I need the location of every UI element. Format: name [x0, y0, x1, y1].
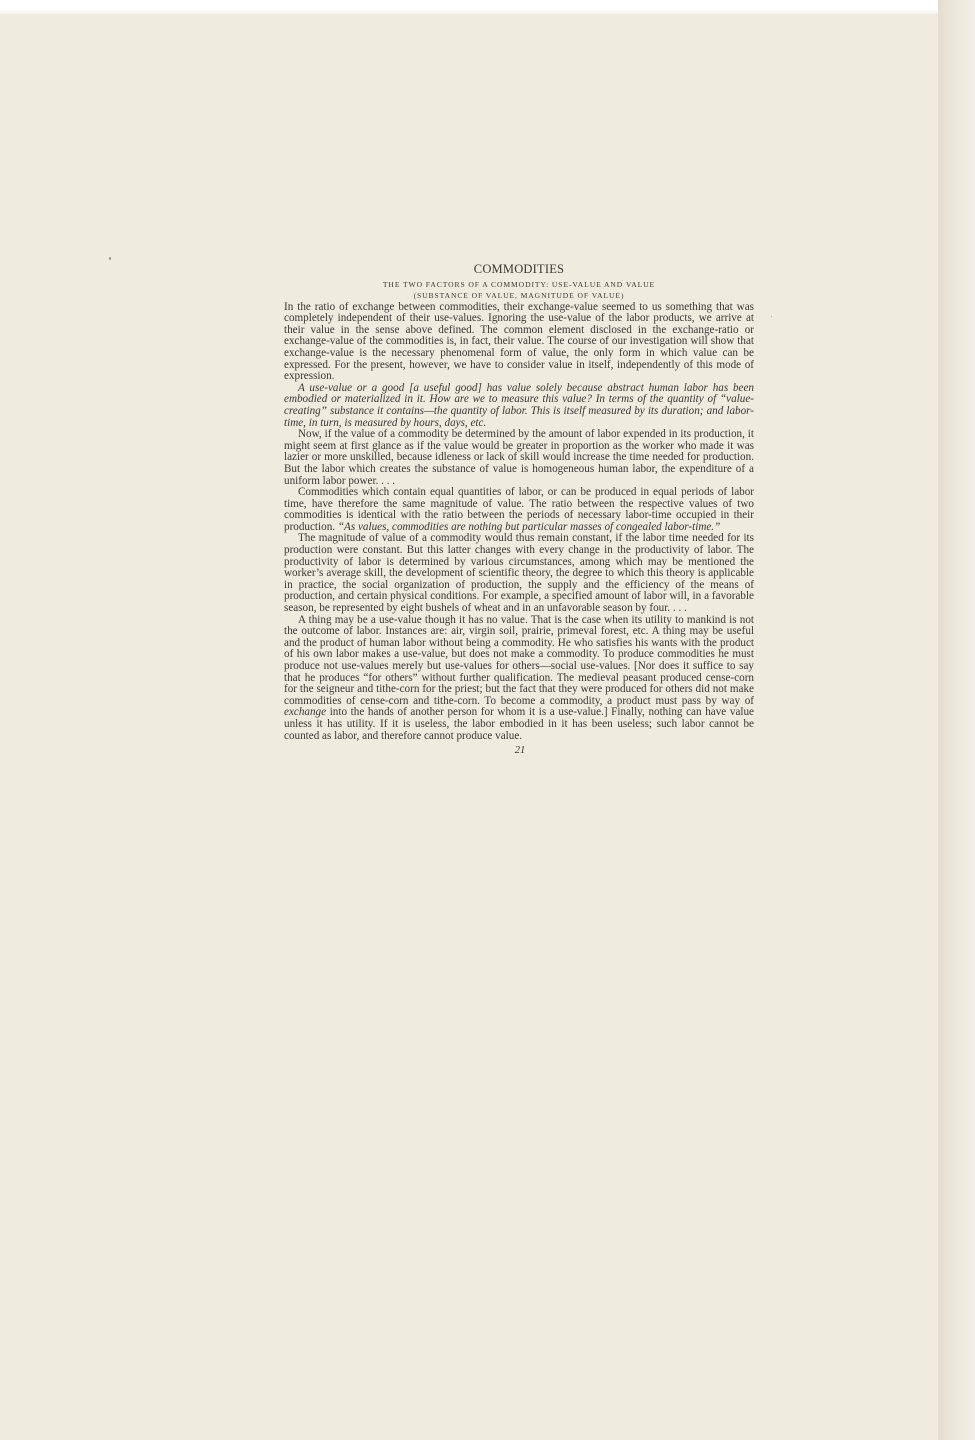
text-run: Commodities which contain equal quantities of labor, or can be produced in equal periods of labor time, have therefore the same magnitude of value. The ratio between the respective values of two commodities is identical with the ratio between the periods of necessary labor-time occupied in their production. — [284, 486, 754, 533]
italic-run: “As values, commodities are nothing but particular masses of congealed labor-time.” — [337, 520, 721, 533]
italic-run: exchange — [284, 706, 327, 719]
italic-run: A use-value or a good [a useful good] has value solely because abstract human labor has been embodied or materialized in it. How are we to measure this value? In terms of the quantity of “value-creating” substance it contains—the quantity of labor. This is itself measured by its duration; and labor-time, in turn, is measured by hours, days, etc. — [284, 381, 754, 429]
article-subtitle: THE TWO FACTORS OF A COMMODITY: USE-VALUE AND VALUE — [382, 279, 656, 289]
paragraph — [284, 302, 754, 383]
article-subtitle-sub: (SUBSTANCE OF VALUE, MAGNITUDE OF VALUE) — [413, 290, 625, 300]
paper-speck — [771, 316, 772, 317]
paragraph — [284, 429, 754, 487]
text-run: into the hands of another person for whom it is a use-value.] Finally, nothing can have value unless it has utility. If it is useless, the labor embodied in it has been useless; such labor cannot be counted as labor, and therefore cannot produce value. — [284, 706, 754, 742]
next-page-edge — [938, 0, 975, 1440]
article-block — [284, 264, 754, 757]
text-run: Now, if the value of a commodity be determined by the amount of labor expended in its production, it might seem at first glance as if the value would be greater in proportion as the worker who made it was lazier or more unskilled, because idleness or lack of skill would increase the time needed for production. But the labor which creates the substance of value is homogeneous human labor, the expenditure of a uniform labor power. . . . — [284, 428, 754, 487]
paper-speck — [109, 257, 111, 260]
text-run: The magnitude of value of a commodity would thus remain constant, if the labor time needed for its production were constant. But this latter changes with every change in the productivity of labor. The productivity of labor is determined by various circumstances, among which may be mentioned the worker’s average skill, the development of scientific theory, the degree to which this theory is applicable in practice, the social organization of production, the supply and the efficiency of the means of production, and certain physical conditions. For example, a specified amount of labor will, in a favorable season, be represented by eight bushels of wheat and in an unfavorable season by four. . . . — [284, 532, 754, 615]
paragraph — [284, 383, 754, 429]
paragraph — [284, 615, 754, 743]
page-number: 21 — [514, 745, 526, 757]
text-run: A thing may be a use-value though it has no value. That is the case when its utility to mankind is not the outcome of labor. Instances are: air, virgin soil, prairie, primeval forest, etc. A thing may be useful and the product of human labor without being a commodity. He who satisfies his wants with the product of his own labor makes a use-value, but does not make a commodity. To produce commodities he must produce not use-values merely but use-values for others—social use-values. [Nor does it suffice to say that he produces “for others” without further qualification. The medieval peasant produced cense-corn for the seigneur and tithe-corn for the priest; but the fact that they were produced for others did not make commodities of cense-corn and tithe-corn. To become a commodity, a product must pass by way of — [284, 613, 754, 707]
paragraph — [284, 487, 754, 533]
paragraph — [284, 533, 754, 614]
article-title: COMMODITIES — [473, 262, 565, 276]
text-run: In the ratio of exchange between commodities, their exchange-value seemed to us something that was completely independent of their use-values. Ignoring the use-value of the labor products, we arrive at their value in the sense above defined. The common element disclosed in the exchange-ratio or exchange-value of the commodities is, in fact, their value. The course of our investigation will show that exchange-value is the necessary phenomenal form of value, the only form in which value can be expressed. For the present, however, we have to consider value in itself, independently of this mode of expression. — [284, 300, 754, 383]
